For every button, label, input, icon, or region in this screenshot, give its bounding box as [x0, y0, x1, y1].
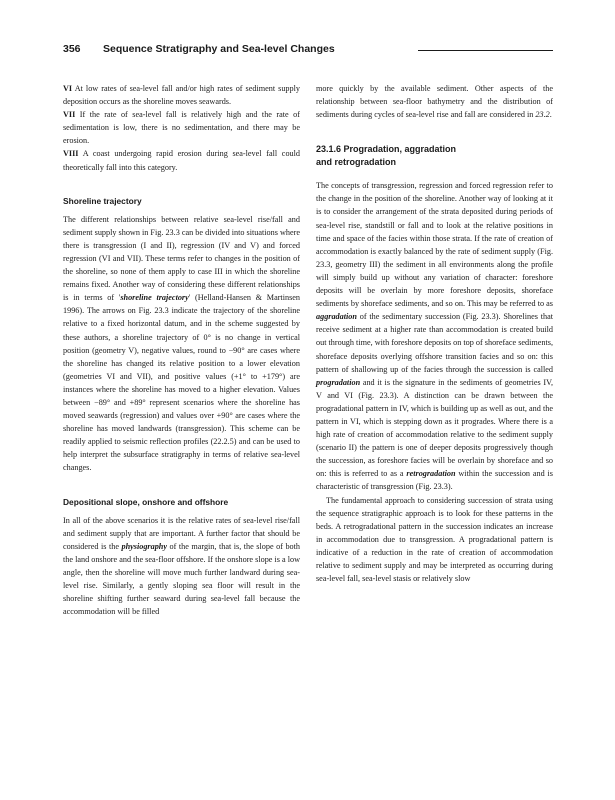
list-item: VI At low rates of sea-level fall and/or high rates of sediment supply deposition occurs as the shoreline moves seawards. — [63, 84, 300, 107]
running-title: Sequence Stratigraphy and Sea-level Changes — [103, 43, 335, 55]
list-item: VIII A coast undergoing rapid erosion during sea-level fall could theoretically fall into this category. — [63, 149, 300, 172]
left-column — [63, 82, 300, 618]
section-heading-depositional-slope: Depositional slope, onshore and offshore — [63, 496, 229, 507]
paragraph: more quickly by the available sediment. Other aspects of the relationship between sea-floor bathymetry and the distribution of sediments during cycles of sea-level rise and fall are considered in 23.2. — [316, 84, 553, 120]
page-header — [63, 43, 553, 59]
subsection-heading: 23.1.6 Progradation, aggradation and retrogradation — [316, 144, 457, 168]
right-column — [316, 82, 553, 585]
header-rule — [418, 50, 553, 51]
paragraph: The fundamental approach to considering succession of strata using the sequence stratigraphic approach is to look for these patterns in the beds. A retrogradational pattern in the succession indicates an increase in accommodation due to transgression. A progradational pattern is indicative of a reduction in the rate of creation of accommodation relative to sediment supply and may be interpreted as occurring during sea-level fall, sea-level stasis or relatively slow — [316, 495, 553, 584]
paragraph: In all of the above scenarios it is the relative rates of sea-level rise/fall and sediment supply that are important. A further factor that should be considered is the physiography of the margin, that is, the slope of both the land onshore and the sea-floor offshore. If the onshore slope is a low angle, then the shoreline will move much further landward during sea-level rise. Similarly, a gently sloping sea floor will result in the shoreline shifting further seaward during sea-level fall because the accommodation will be filled — [63, 515, 300, 617]
page-number: 356 — [63, 43, 81, 55]
section-reference: 23.2 — [535, 110, 550, 120]
paragraph: The concepts of transgression, regression and forced regression refer to the change in the position of the shoreline. Another way of looking at it is to consider the arrangement of the strata deposited during periods of sea-level rise, standstill or fall and to look at the relative positions in time and space of the facies within those strata. If the rate of creation of accommodation is exactly balanced by the rate of sediment supply (Fig. 23.3, geometry III) the sediment in all environments along the profile will simply build up without any variation of character: foreshore deposits will be overlain by more foreshore deposits, shoreface sediments by shoreface sediments, and so on. This may be referred to as aggradation of the sedimentary succession (Fig. 23.3). Shorelines that receive sediment at a higher rate than accommodation is created build out through time, with foreshore deposits on top of shoreface sediments, shoreface deposits overlying offshore transition facies and so on: this pattern of shallowing up of the facies through the succession is called progradation and it is the signature in the sediments of geometries IV, V and VI (Fig. 23.3). A distinction can be drawn between the progradational pattern in IV, which is building up as well as out, and the pattern in VI, which is stepping down as it progrades. Where there is a high rate of creation of accommodation relative to the sediment supply (scenario II) the pattern is one of deeper deposits progressively though the succession, as foreshore facies will be overlain by shoreface and so on: this is referred to as a retrogradation within the succession and is characteristic of transgression (Fig. 23.3). — [316, 181, 553, 492]
paragraph: The different relationships between relative sea-level rise/fall and sediment supply shown in Fig. 23.3 can be divided into situations where there is transgression (I and II), regression (IV and V) and forced regression (VI and VII). These terms refer to changes in the position of the shoreline, so none of them apply to case III in which the shoreline remains fixed. Another way of considering these different relationships is in terms of 'shoreline trajectory' (Helland-Hansen & Martinsen 1996). The arrows on Fig. 23.3 indicate the trajectory of the shoreline relative to a fixed horizontal datum, and in the scheme suggested by these authors, a shoreline trajectory of 0° is no change in vertical position (geometry V), negative values, round to −90° are cases where the shoreline has changed its relative position to a lower elevation (geometries VI and VII), and positive values (+1° to +179°) are instances where the shoreline has moved to a higher elevation. Values between −89° and +89° represent scenarios where the shoreline has moved seawards (regression) and values over +90° are cases where the shoreline has moved landwards (transgression). This scheme can be readily applied to seismic reflection profiles (22.2.5) and can be used to help interpret the subsurface stratigraphy in terms of relative sea-level changes. — [63, 214, 300, 473]
list-item: VII If the rate of sea-level fall is relatively high and the rate of sedimentation is low, there is no sedimentation, and there may be erosion. — [63, 110, 300, 146]
section-heading-shoreline-trajectory: Shoreline trajectory — [63, 195, 142, 206]
